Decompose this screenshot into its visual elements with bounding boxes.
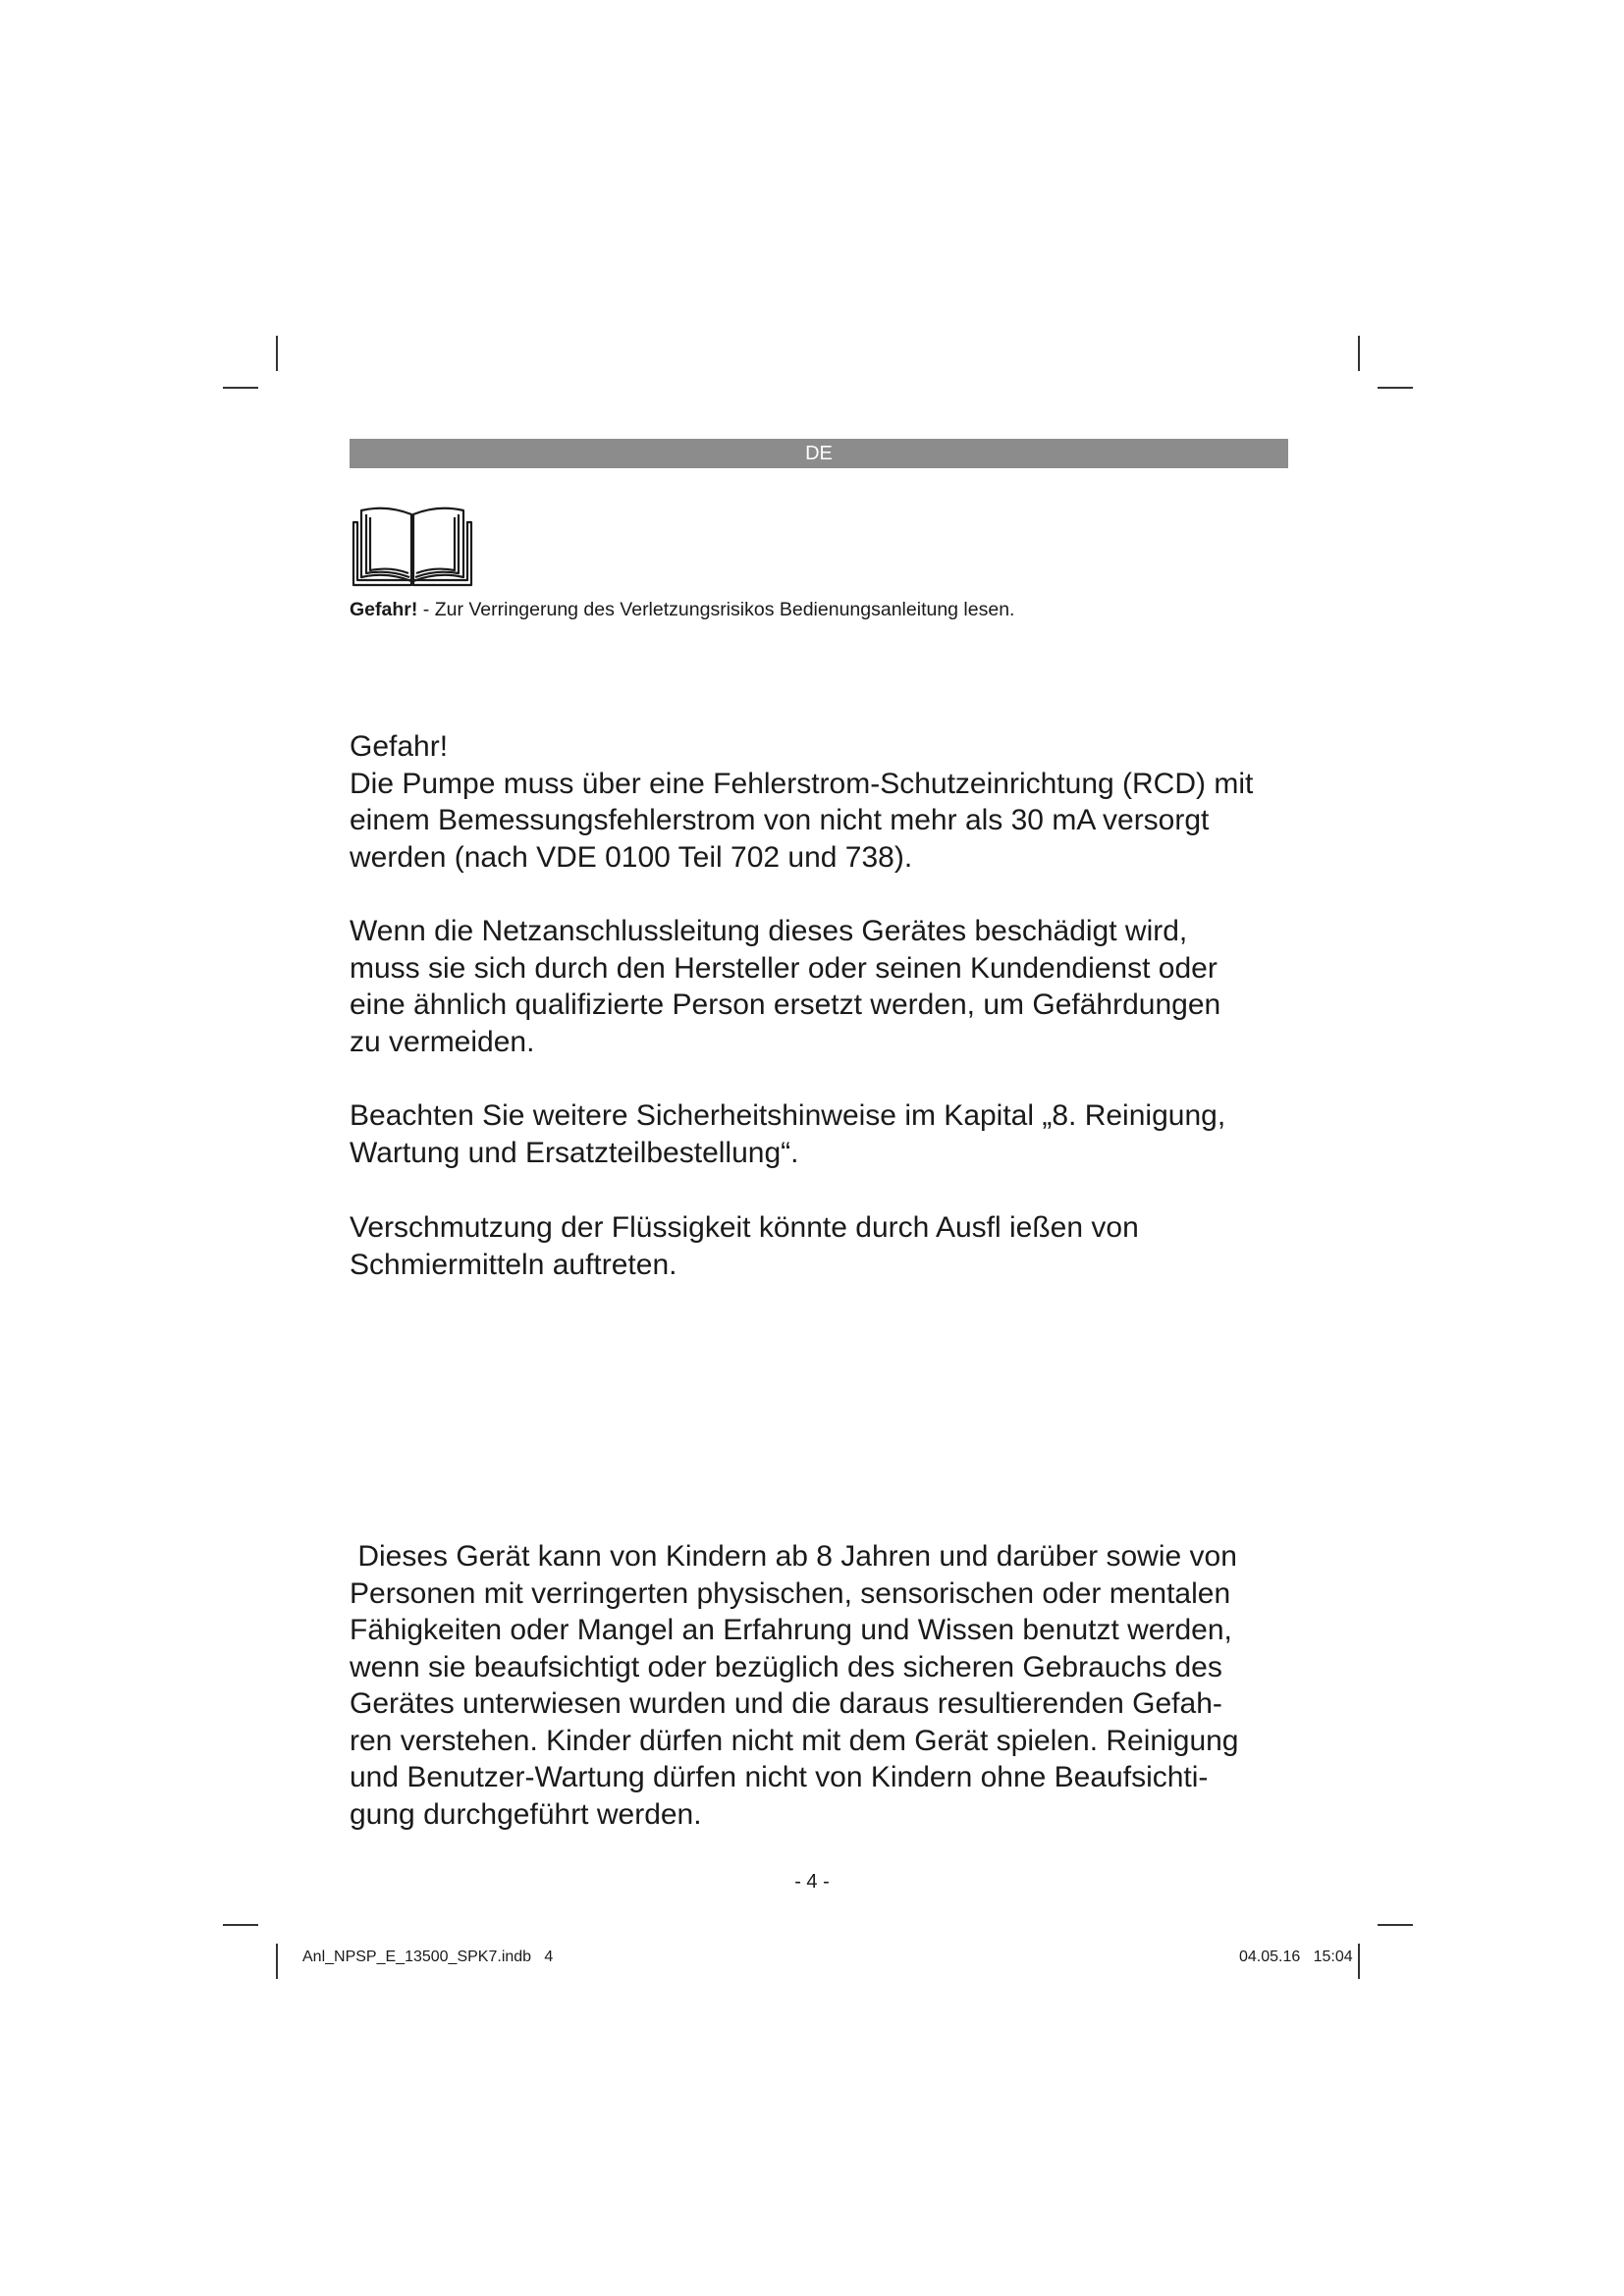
text-line: einem Bemessungsfehlerstrom von nicht mehr als 30 mA versorgt <box>350 804 1210 836</box>
crop-mark <box>276 1944 278 1979</box>
text-line: eine ähnlich qualifizierte Person ersetzt werden, um Gefährdungen <box>350 988 1221 1021</box>
footer-file-name: Anl_NPSP_E_13500_SPK7.indb 4 <box>302 1949 554 1965</box>
crop-mark <box>1358 336 1360 371</box>
crop-mark <box>276 336 278 371</box>
caption-bold: Gefahr! <box>350 599 418 620</box>
text-line: gung durchgeführt werden. <box>350 1797 702 1831</box>
crop-mark <box>223 387 258 389</box>
language-header-bar <box>350 439 1288 468</box>
children-paragraph <box>350 1538 1239 1833</box>
crop-mark <box>223 1924 258 1926</box>
rcd-warning-paragraph <box>350 728 1253 876</box>
text-line: Fähigkeiten oder Mangel an Erfahrung und Wissen benutzt werden, <box>350 1614 1232 1646</box>
text-line: Gefahr! <box>350 730 449 763</box>
text-line: wenn sie beaufsichtigt oder bezüglich des sicheren Gebrauchs des <box>350 1650 1222 1683</box>
text-line: Wartung und Ersatzteilbestellung“. <box>350 1136 799 1169</box>
text-line: Schmiermitteln auftreten. <box>350 1248 677 1281</box>
book-icon <box>352 501 473 587</box>
page-number: - 4 - <box>794 1871 830 1893</box>
language-tag: DE <box>805 443 833 464</box>
pollution-paragraph <box>350 1209 1139 1283</box>
power-cable-paragraph <box>350 913 1220 1060</box>
crop-mark <box>1378 1924 1413 1926</box>
text-line: Wenn die Netzanschlussleitung dieses Gerätes beschädigt wird, <box>350 915 1188 947</box>
text-line: Beachten Sie weitere Sicherheitshinweise im Kapital „8. Reinigung, <box>350 1099 1226 1132</box>
text-line: werden (nach VDE 0100 Teil 702 und 738). <box>350 840 913 874</box>
crop-mark <box>1358 1944 1360 1979</box>
text-line: und Benutzer-Wartung dürfen nicht von Kindern ohne Beaufsichti- <box>350 1761 1209 1793</box>
crop-mark <box>1378 387 1413 389</box>
text-line: ren verstehen. Kinder dürfen nicht mit dem Gerät spielen. Reinigung <box>350 1724 1239 1757</box>
icon-caption <box>350 597 1014 622</box>
text-line: Die Pumpe muss über eine Fehlerstrom-Schutzeinrichtung (RCD) mit <box>350 767 1254 800</box>
caption-text: - Zur Verringerung des Verletzungsrisikos Bedienungsanleitung lesen. <box>417 599 1015 620</box>
safety-notes-paragraph <box>350 1097 1225 1171</box>
text-line: muss sie sich durch den Hersteller oder seinen Kundendienst oder <box>350 951 1218 985</box>
text-line: Verschmutzung der Flüssigkeit könnte durch Ausfl ießen von <box>350 1211 1139 1244</box>
text-line: Personen mit verringerten physischen, sensorischen oder mentalen <box>350 1576 1231 1610</box>
text-line: Dieses Gerät kann von Kindern ab 8 Jahren und darüber sowie von <box>350 1540 1237 1573</box>
footer-timestamp: 04.05.16 15:04 <box>1239 1949 1353 1965</box>
text-line: zu vermeiden. <box>350 1025 535 1058</box>
text-line: Gerätes unterwiesen wurden und die daraus resultierenden Gefah- <box>350 1687 1222 1720</box>
